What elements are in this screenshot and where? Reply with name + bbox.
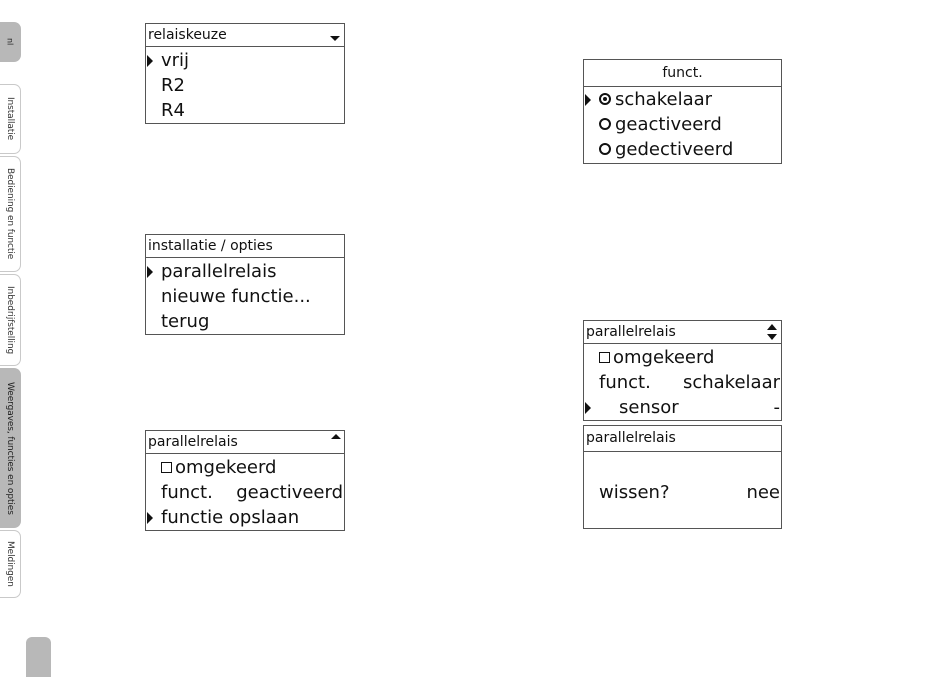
scroll-updown-arrow-icon: [767, 324, 777, 340]
screen-title-text: relaiskeuze: [148, 27, 227, 43]
menu-item[interactable]: [146, 48, 344, 73]
checkbox[interactable]: [161, 462, 172, 473]
menu-item-wissen[interactable]: [584, 480, 781, 505]
menu-item[interactable]: [146, 73, 344, 98]
screen-title: [146, 431, 344, 454]
screen-title: [584, 426, 781, 452]
menu-item-label: nieuwe functie...: [161, 286, 311, 307]
menu-item-value: schakelaar: [682, 372, 780, 393]
menu-item-value: -: [773, 397, 780, 418]
menu-item-funct[interactable]: [584, 370, 781, 395]
menu-item-label: R2: [161, 75, 185, 96]
answer-value[interactable]: nee: [746, 482, 780, 503]
radio-icon[interactable]: [599, 143, 611, 155]
menu-item-label: funct.: [161, 482, 213, 503]
question-label: wissen?: [599, 482, 670, 503]
checkbox-label: omgekeerd: [613, 347, 715, 368]
screen-parallelrelais-save: [145, 430, 345, 531]
screen-title: [146, 24, 344, 47]
scroll-up-arrow-icon: [331, 434, 341, 439]
dropdown-arrow-icon: [330, 36, 340, 41]
screen-title-text: parallelrelais: [148, 434, 238, 450]
menu-item-label: R4: [161, 100, 185, 121]
radio-label: geactiveerd: [615, 114, 722, 135]
tab-meldingen-label: Meldingen: [5, 541, 15, 587]
tab-bediening-label: Bediening en functie: [5, 168, 15, 260]
tab-installatie[interactable]: [0, 84, 21, 154]
radio-icon[interactable]: [599, 118, 611, 130]
screen-title: [584, 321, 781, 344]
tab-language-label: nl: [5, 38, 15, 46]
checkbox[interactable]: [599, 352, 610, 363]
menu-item-label: functie opslaan: [161, 507, 300, 528]
menu-item[interactable]: [146, 284, 344, 309]
screen-title: [146, 235, 344, 258]
cursor-arrow-icon: [585, 94, 591, 106]
radio-label: schakelaar: [615, 89, 713, 110]
tab-inbedrijfstelling[interactable]: [0, 274, 21, 366]
radio-selected-icon[interactable]: [599, 93, 611, 105]
menu-item-label: terug: [161, 311, 210, 332]
tab-language[interactable]: [0, 22, 21, 62]
menu-item[interactable]: [146, 98, 344, 123]
menu-item-label: funct.: [599, 372, 651, 393]
menu-item-omgekeerd[interactable]: [584, 345, 781, 370]
screen-relaiskeuze: [145, 23, 345, 124]
cursor-arrow-icon: [147, 512, 153, 524]
menu-item-functie-opslaan[interactable]: [146, 505, 344, 530]
screen-parallelrelais-delete: [583, 425, 782, 529]
radio-option-gedectiveerd[interactable]: [584, 137, 781, 162]
screen-title-text: installatie / opties: [148, 238, 273, 254]
tab-inbedrijfstelling-label: Inbedrijfstelling: [5, 285, 15, 355]
radio-option-geactiveerd[interactable]: [584, 112, 781, 137]
screen-installatie-opties: [145, 234, 345, 335]
menu-item[interactable]: [146, 309, 344, 334]
menu-item[interactable]: [146, 259, 344, 284]
menu-item-label: parallelrelais: [161, 261, 277, 282]
cursor-arrow-icon: [147, 55, 153, 67]
screen-title-text: parallelrelais: [586, 324, 676, 340]
screen-funct: [583, 59, 782, 164]
screen-parallelrelais-edit: [583, 320, 782, 421]
page-corner-tab: [26, 637, 51, 677]
menu-item-funct[interactable]: [146, 480, 344, 505]
radio-option-schakelaar[interactable]: [584, 87, 781, 112]
cursor-arrow-icon: [147, 266, 153, 278]
menu-item-label: vrij: [161, 50, 190, 71]
cursor-arrow-icon: [585, 402, 591, 414]
menu-item-sensor[interactable]: [584, 395, 781, 420]
tab-weergaves-label: Weergaves, functies en opties: [5, 381, 15, 515]
menu-item-omgekeerd[interactable]: [146, 455, 344, 480]
radio-label: gedectiveerd: [615, 139, 734, 160]
screen-title-text: parallelrelais: [586, 430, 676, 446]
screen-title: [584, 60, 781, 87]
screen-title-text: funct.: [662, 65, 703, 81]
tab-meldingen[interactable]: [0, 530, 21, 598]
menu-item-label: sensor: [619, 397, 679, 418]
menu-item-value: geactiveerd: [236, 482, 343, 503]
tab-weergaves-functies-opties[interactable]: [0, 368, 21, 528]
tab-bediening-en-functie[interactable]: [0, 156, 21, 272]
checkbox-label: omgekeerd: [175, 457, 277, 478]
tab-installatie-label: Installatie: [5, 97, 15, 141]
